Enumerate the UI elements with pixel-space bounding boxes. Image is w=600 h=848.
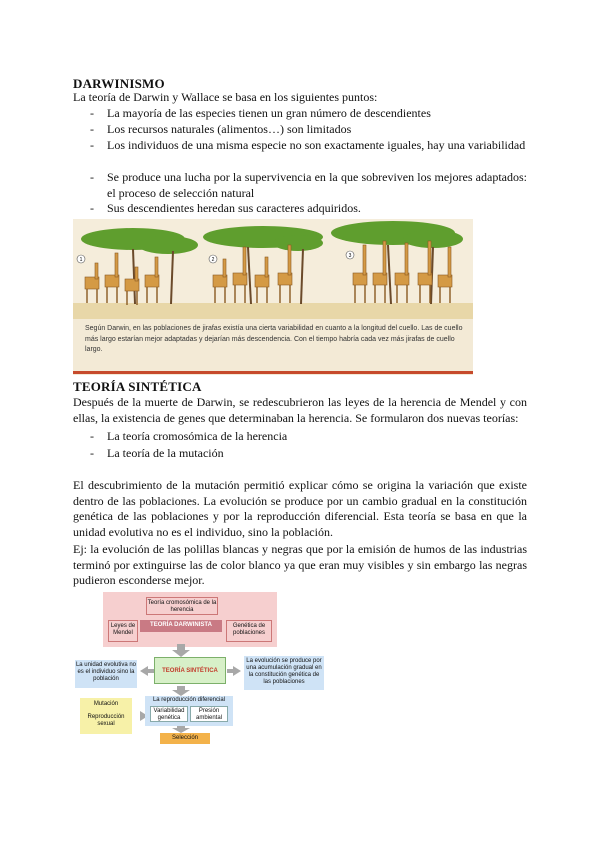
diagram-yellow-box [80, 698, 132, 734]
diagram-mutacion-label: Mutación [93, 701, 119, 707]
darwinismo-intro: La teoría de Darwin y Wallace se basa en los siguientes puntos: [73, 90, 378, 104]
list-item: - La teoría de la mutación [90, 446, 224, 460]
diagram-seleccion-box: Selección [160, 733, 210, 744]
diagram-sintetica-box: TEORÍA SINTÉTICA [154, 657, 226, 684]
panel-label: 1 [79, 257, 83, 263]
diagram-right-box: La evolución se produce por una acumulación gradual en la constitución genética de las poblaciones [244, 656, 324, 690]
panel-label: 2 [211, 257, 215, 263]
example-paragraph: Ej: la evolución de las polillas blancas y negras que por la emisión de humos de las industrias terminó por extinguirse las de color blanco ya que eran muy visibles y sin embargo las negras pudieron esconderse mejor. [73, 542, 527, 587]
diagram-mendel-box: Leyes de Mendel [108, 620, 138, 642]
figure-caption: Según Darwin, en las poblaciones de jirafas existía una cierta variabilidad en cuanto a la longitud del cuello. Las de cuello más largo estarían mejor adaptadas y dejarían más descendencia. Con el tiempo habría cada vez más jirafas de cuello largo. [85, 325, 463, 353]
diagram-left-box: La unidad evolutiva no es el individuo sino la población [75, 660, 137, 688]
list-item: - La teoría cromosómica de la herencia [90, 429, 288, 443]
diagram-sexual-label: Reproducción sexual [87, 714, 125, 727]
list-item: - Los individuos de una misma especie no son exactamente iguales, hay una variabilidad [90, 138, 526, 152]
diagram-top-box: Teoría cromosómica de la herencia [146, 597, 218, 615]
sintetica-intro: Después de la muerte de Darwin, se redescubrieron las leyes de la herencia de Mendel y con ellas, la existencia de genes que determinaban la herencia. Se formularon dos nuevas teorías: [73, 395, 527, 425]
heading-darwinismo: DARWINISMO [73, 76, 165, 91]
list-item: - Sus descendientes heredan sus caracteres adquiridos. [90, 201, 361, 215]
list-item: - Se produce una lucha por la supervivencia en la que sobreviven los mejores adaptados: el proceso de selección natural [90, 170, 527, 200]
diagram-reproduccion-label: La reproducción diferencial [152, 697, 226, 703]
sintetica-paragraph: El descubrimiento de la mutación permitió explicar cómo se origina la variación que existe dentro de las poblaciones. La evolución se produce por un cambio gradual en la constitución genética de las poblaciones y por la reproducción diferencial. Esta teoría se basa en que la unidad evolutiva no es el individuo, sino la población. [73, 478, 527, 539]
heading-teoria-sintetica: TEORÍA SINTÉTICA [73, 379, 202, 394]
diagram-variabilidad-box: Variabilidad genética [150, 706, 188, 722]
list-item: - La mayoría de las especies tienen un gran número de descendientes [90, 106, 431, 120]
list-item: - Los recursos naturales (alimentos…) son limitados [90, 122, 352, 136]
diagram-poblaciones-box: Genética de poblaciones [226, 620, 272, 642]
diagram-darwinista-box: TEORÍA DARWINISTA [140, 620, 222, 632]
diagram-presion-box: Presión ambiental [190, 706, 228, 722]
panel-label: 3 [348, 253, 352, 259]
